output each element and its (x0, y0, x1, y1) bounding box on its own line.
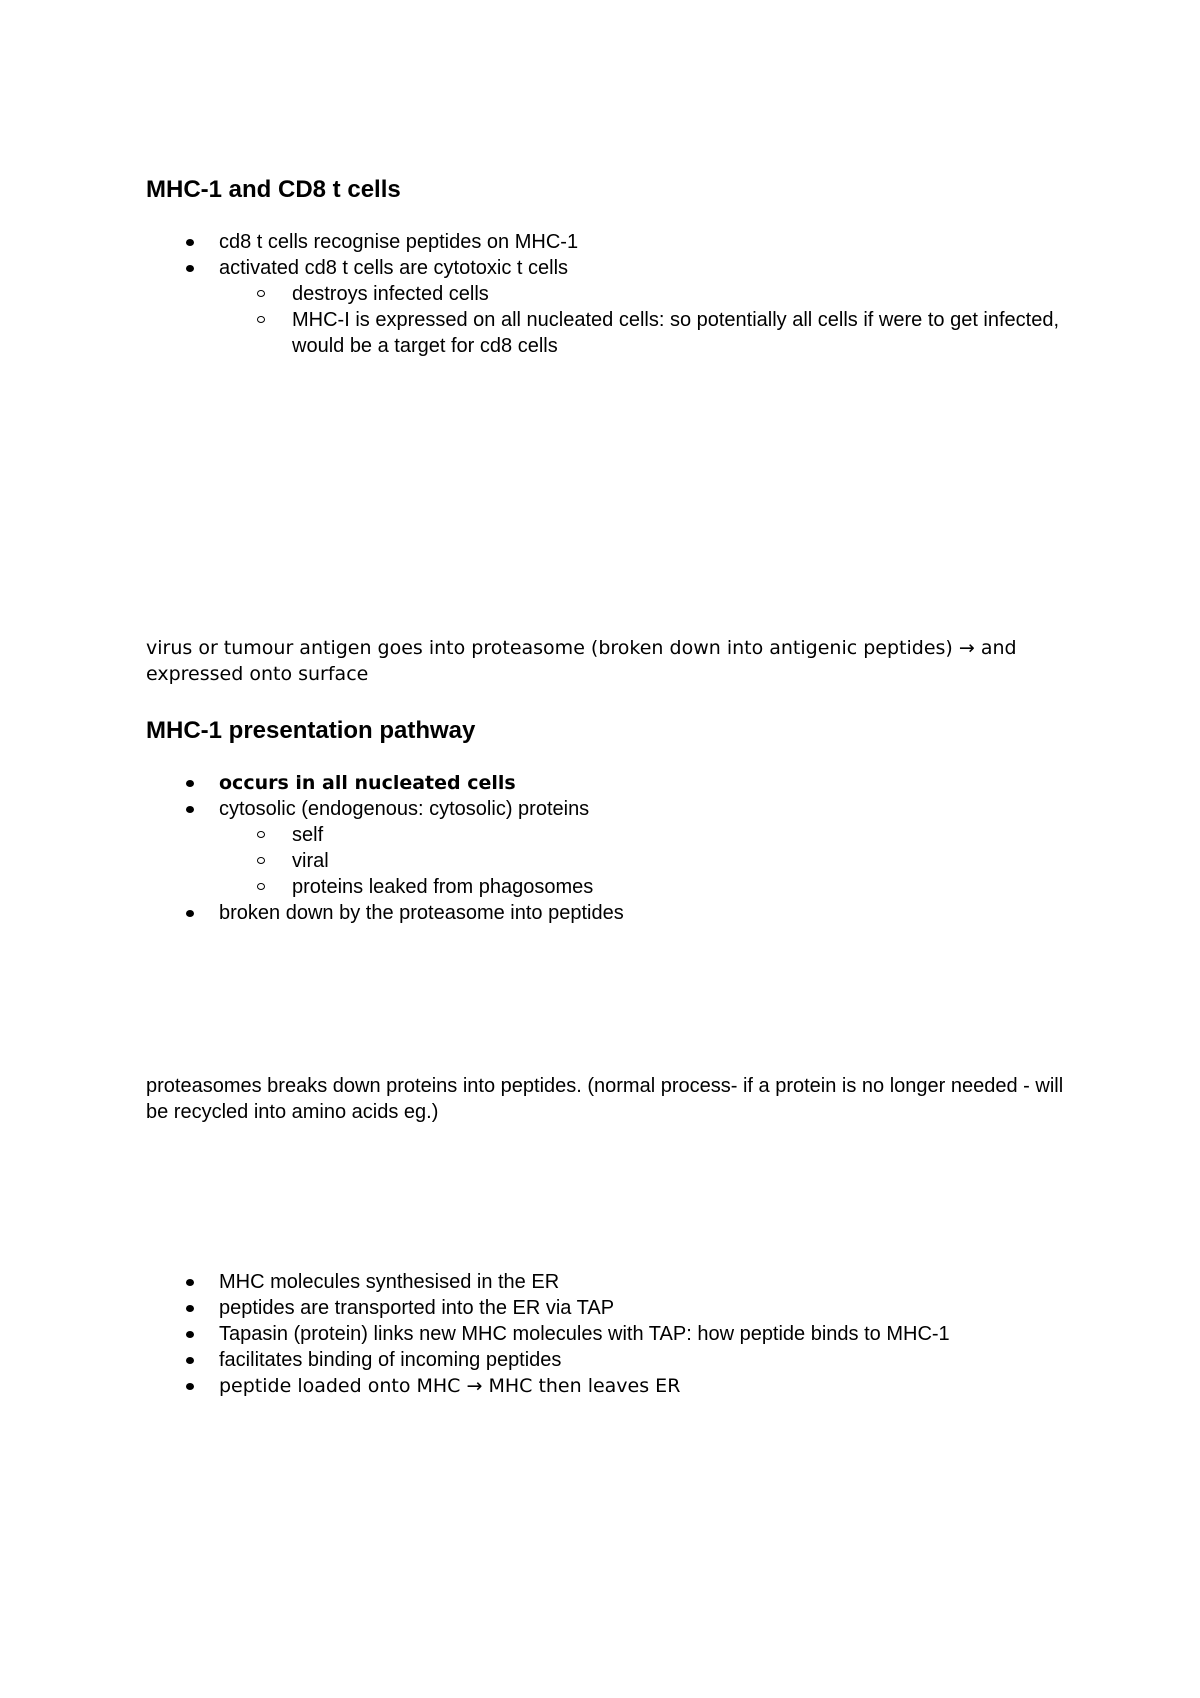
list-item: cytosolic (endogenous: cytosolic) proteins self viral proteins leaked from phagosomes (146, 796, 1076, 900)
paragraph-antigen-proteasome: virus or tumour antigen goes into proteasome (broken down into antigenic peptides) → and expressed onto surface (146, 637, 1017, 685)
list-item: broken down by the proteasome into peptides (146, 900, 1076, 926)
list-item: peptide loaded onto MHC → MHC then leaves ER (146, 1373, 1076, 1399)
list-item: Tapasin (protein) links new MHC molecules with TAP: how peptide binds to MHC-1 (146, 1321, 1076, 1347)
paragraph-proteasome-process: proteasomes breaks down proteins into peptides. (normal process- if a protein is no longer needed - will be recycled into amino acids eg.) (146, 1075, 1064, 1123)
list-item: activated cd8 t cells are cytotoxic t cells destroys infected cells MHC-I is expressed on all nucleated cells: so potentially all cells if were to get infected, would be a target for cd8 cells (146, 255, 1076, 359)
list-item: occurs in all nucleated cells (146, 770, 1076, 796)
sub-list-item: MHC-I is expressed on all nucleated cells: so potentially all cells if were to get infected, would be a target for cd8 cells (292, 307, 1076, 359)
section1-sub-list (292, 281, 1076, 359)
sub-list-item: proteins leaked from phagosomes (292, 874, 1076, 900)
list-item: cd8 t cells recognise peptides on MHC-1 (146, 229, 1076, 255)
bullet-icon (186, 806, 194, 813)
bullet-icon (186, 265, 194, 272)
sub-list-item: viral (292, 848, 1076, 874)
hollow-bullet-icon (257, 316, 265, 323)
section1-bullet-list (146, 229, 1076, 359)
sub-list-item: destroys infected cells (292, 281, 1076, 307)
bullet-icon (186, 239, 194, 246)
section2-bullet-list (146, 770, 1076, 926)
list-item: MHC molecules synthesised in the ER (146, 1269, 1076, 1295)
bullet-icon (186, 1383, 194, 1390)
bullet-icon (186, 1305, 194, 1312)
hollow-bullet-icon (257, 857, 265, 864)
list-item: peptides are transported into the ER via TAP (146, 1295, 1076, 1321)
list-item: facilitates binding of incoming peptides (146, 1347, 1076, 1373)
hollow-bullet-icon (257, 290, 265, 297)
sub-list-item: self (292, 822, 1076, 848)
section3-bullet-list (146, 1269, 1076, 1399)
bullet-icon (186, 1331, 194, 1338)
section2-sub-list (292, 822, 1076, 900)
bullet-icon (186, 780, 194, 787)
hollow-bullet-icon (257, 831, 265, 838)
section-heading-mhc1-cd8: MHC-1 and CD8 t cells (146, 176, 401, 203)
bullet-icon (186, 1357, 194, 1364)
bullet-icon (186, 910, 194, 917)
bullet-icon (186, 1279, 194, 1286)
hollow-bullet-icon (257, 883, 265, 890)
section-heading-presentation-pathway: MHC-1 presentation pathway (146, 717, 476, 744)
